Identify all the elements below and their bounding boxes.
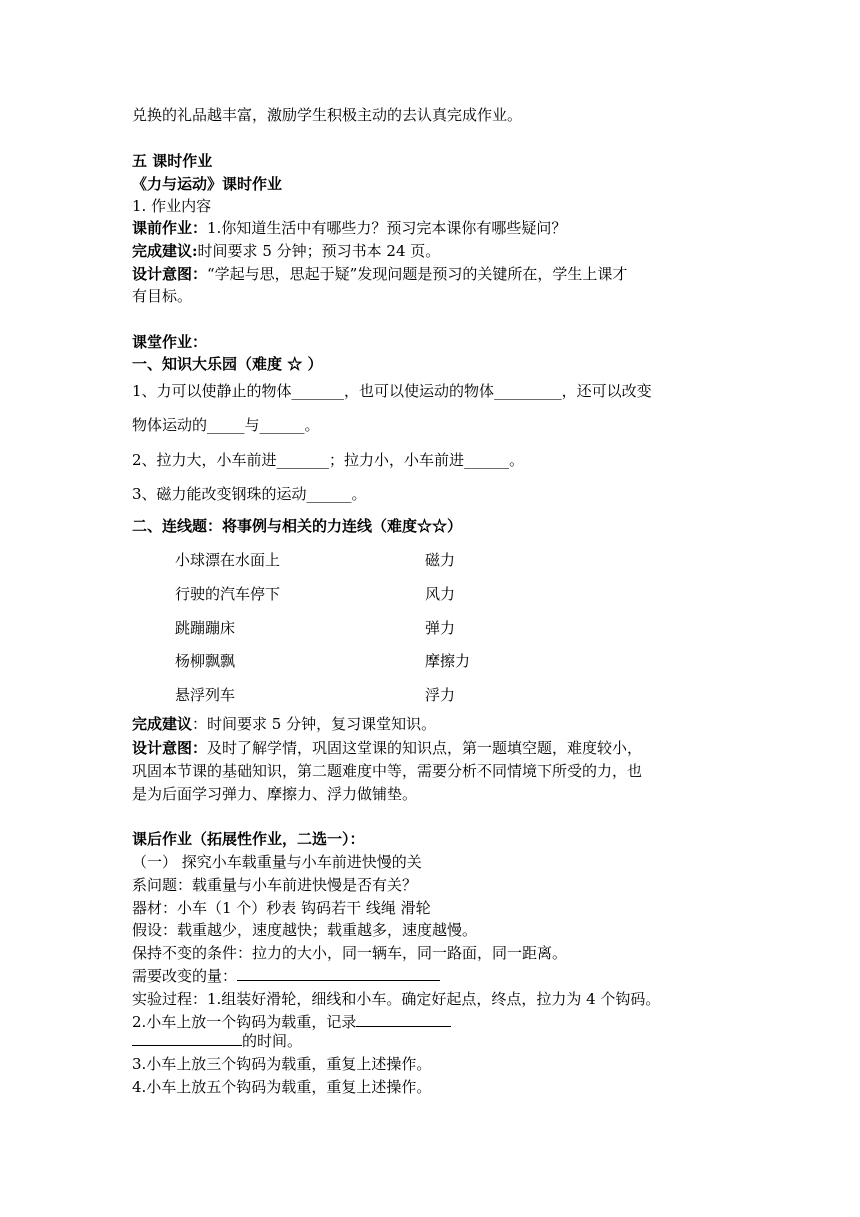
- match-left-item[interactable]: 小球漂在水面上: [175, 551, 281, 569]
- class-intent-label: 设计意图：: [132, 739, 208, 757]
- q2-text-c: 。: [509, 451, 525, 469]
- homework-materials: 器材：小车（1 个）秒表 钩码若干 线绳 滑轮: [132, 899, 431, 917]
- q3-text-b: 。: [351, 485, 367, 503]
- homework-variable-line: [132, 966, 440, 986]
- match-left-item[interactable]: 跳蹦蹦床: [175, 619, 236, 637]
- pre-homework-label: 课前作业：: [132, 219, 208, 237]
- class-intent-line-2: 巩固本节课的基础知识，第二题难度中等，需要分析不同情境下所受的力，也: [132, 762, 643, 780]
- q1-text-e: 与: [244, 416, 260, 434]
- q3-text-a: 3、磁力能改变钢珠的运动: [132, 485, 307, 503]
- match-right-item[interactable]: 磁力: [425, 551, 456, 569]
- part1-title: 一、知识大乐园（难度 ☆ ）: [132, 355, 323, 373]
- pre-homework-text: 1.你知道生活中有哪些力？预习完本课你有哪些疑问？: [207, 219, 567, 237]
- q1-text-a: 1、力可以使静止的物体: [132, 382, 292, 400]
- question-1-line-2: [132, 415, 320, 435]
- match-right-item[interactable]: 风力: [425, 585, 456, 603]
- match-left-item[interactable]: 行驶的汽车停下: [175, 585, 281, 603]
- homework-procedure-1: 实验过程：1.组装好滑轮，细线和小车。确定好起点，终点，拉力为 4 个钩码。: [132, 990, 661, 1008]
- procedure-2b-text: 的时间。: [242, 1032, 303, 1050]
- homework-variable-label: 需要改变的量：: [132, 967, 238, 985]
- class-intent-line: [132, 738, 642, 758]
- homework-hypothesis: 假设：载重越少，速度越快；载重越多，速度越慢。: [132, 921, 478, 939]
- q1-blank-4[interactable]: ______: [259, 416, 305, 434]
- homework-procedure-3: 3.小车上放三个钩码为载重，重复上述操作。: [132, 1055, 432, 1073]
- match-right-item[interactable]: 摩擦力: [425, 652, 471, 670]
- match-right-item[interactable]: 浮力: [425, 686, 456, 704]
- pre-homework-line: [132, 218, 566, 238]
- class-intent-text: 及时了解学情，巩固这堂课的知识点，第一题填空题，难度较小，: [207, 739, 643, 757]
- q1-text-b: ，也可以使运动的物体: [344, 382, 495, 400]
- procedure-2-text: 2.小车上放一个钩码为载重，记录: [132, 1013, 357, 1031]
- question-3-line: [132, 484, 367, 504]
- q1-blank-3[interactable]: _____: [207, 416, 245, 434]
- homework-procedure-4: 4.小车上放五个钩码为载重，重复上述操作。: [132, 1078, 432, 1096]
- q2-blank-2[interactable]: ______: [464, 451, 510, 469]
- class-intent-line-3: 是为后面学习弹力、摩擦力、浮力做铺垫。: [132, 785, 418, 803]
- homework-line-2: 系问题：载重量与小车前进快慢是否有关？: [132, 876, 418, 894]
- match-left-item[interactable]: 悬浮列车: [175, 686, 236, 704]
- q1-text-d: 物体运动的: [132, 416, 208, 434]
- q1-text-f: 。: [304, 416, 320, 434]
- pre-intent-line-2: 有目标。: [132, 287, 193, 305]
- class-suggestion-label: 完成建议: [132, 715, 193, 733]
- item-content-label: 1. 作业内容: [132, 197, 212, 215]
- section-subheading: 《力与运动》课时作业: [132, 175, 283, 193]
- section-heading: 五 课时作业: [132, 152, 213, 170]
- q3-blank-1[interactable]: ______: [306, 485, 352, 503]
- pre-intent-label: 设计意图：: [132, 265, 208, 283]
- homework-label: 课后作业（拓展性作业，二选一）：: [132, 830, 365, 848]
- q1-text-c: ，还可以改变: [561, 382, 652, 400]
- q2-text-b: ；拉力小，小车前进: [329, 451, 465, 469]
- homework-constants: 保持不变的条件：拉力的大小，同一辆车，同一路面，同一距离。: [132, 944, 568, 962]
- part2-title: 二、连线题：将事例与相关的力连线（难度☆☆）: [132, 517, 463, 535]
- class-suggestion-text: ：时间要求 5 分钟，复习课堂知识。: [192, 715, 437, 733]
- pre-suggestion-line: [132, 241, 440, 261]
- q2-text-a: 2、拉力大，小车前进: [132, 451, 277, 469]
- homework-line-1: （一） 探究小车载重量与小车前进快慢的关: [132, 853, 422, 871]
- intro-line: 兑换的礼品越丰富，激励学生积极主动的去认真完成作业。: [132, 106, 523, 124]
- pre-suggestion-label: 完成建议:: [132, 242, 198, 260]
- variable-answer-blank[interactable]: [237, 966, 440, 981]
- match-right-item[interactable]: 弹力: [425, 619, 456, 637]
- q2-blank-1[interactable]: _______: [276, 451, 330, 469]
- class-suggestion-line: [132, 714, 436, 734]
- q1-blank-2[interactable]: _________: [494, 382, 562, 400]
- q1-blank-1[interactable]: _______: [291, 382, 345, 400]
- time-answer-blank[interactable]: [132, 1031, 242, 1046]
- question-2-line: [132, 450, 524, 470]
- match-left-item[interactable]: 杨柳飘飘: [175, 652, 236, 670]
- pre-intent-text: “学起与思，思起于疑”发现问题是预习的关键所在，学生上课才: [207, 265, 628, 283]
- homework-procedure-2b: [132, 1031, 302, 1051]
- pre-intent-line: [132, 264, 627, 284]
- record-answer-blank[interactable]: [356, 1012, 451, 1027]
- question-1-line-1: [132, 381, 652, 401]
- classwork-label: 课堂作业：: [132, 333, 208, 351]
- homework-procedure-2: [132, 1012, 451, 1032]
- pre-suggestion-text: 时间要求 5 分钟；预习书本 24 页。: [197, 242, 441, 260]
